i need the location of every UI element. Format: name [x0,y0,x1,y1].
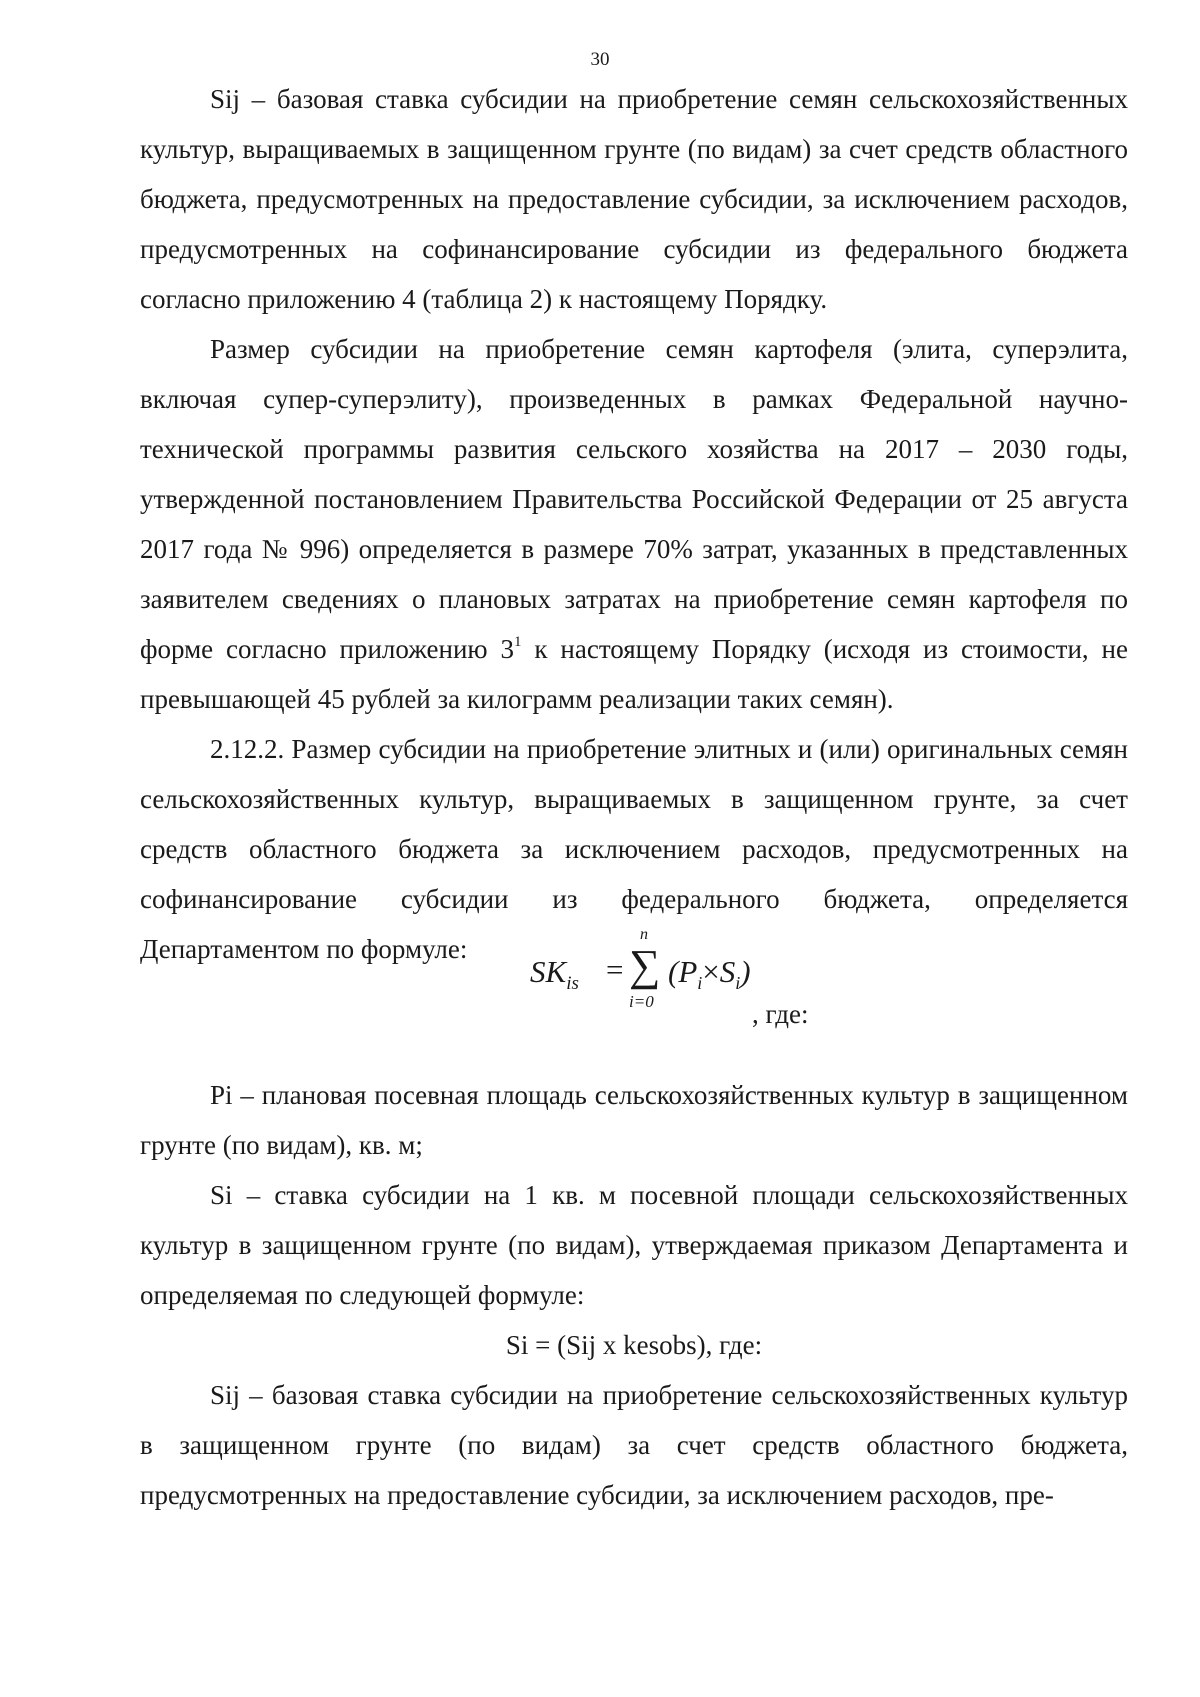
paragraph-pi-definition: Pi – плановая посевная площадь сельскохозяйственных культур в защищенном грунте (по видам), кв. м; [140,1080,1128,1160]
formula-times: × [702,954,720,989]
paragraph-potato-subsidy [140,324,1128,724]
formula-si: Si = (Sij x kesobs), где: [505,1330,763,1360]
appendix-superscript: 1 [513,634,522,650]
paragraph-2-12-2: 2.12.2. Размер субсидии на приобретение элитных и (или) оригинальных семян сельскохозяйственных культур, выращиваемых в защищенном грунте, за счет средств областного бюджета за исключением расходов, предусмотренных на софинансирование субсидии из федерального бюджета, определяется Департаментом по формуле: [140,734,1128,964]
formula-p-sub: i [697,973,703,994]
paragraph-si-definition: Si – ставка субсидии на 1 кв. м посевной площади сельскохозяйственных культур в защищенном грунте (по видам), утверждаемая приказом Департамента и определяемая по следующей формуле: [140,1180,1128,1310]
formula-body [668,954,751,994]
formula-lhs [530,954,579,995]
paragraph-potato-text-end: к настоящему Порядку (исходя из стоимости, не превышающей 45 рублей за килограмм реализации таких семян). [140,634,1128,714]
formula-suffix: , где: [752,999,809,1029]
paragraph-sij-second: Sij – базовая ставка субсидии на приобретение сельскохозяйственных культур в защищенном грунте (по видам) за счет средств областного бюджета, предусмотренных на предоставление субсидии, за исключением расходов, пре- [140,1380,1128,1510]
formula-sum-upper: n [640,926,648,943]
formula-sum-sign: ∑ [629,941,661,990]
formula-open-paren: ( [668,954,679,989]
formula-lhs-base: SK [530,954,567,989]
formula-s-sub: i [735,973,741,994]
text-block-bottom [140,1070,1128,1520]
paragraph-sij-definition: Sij – базовая ставка субсидии на приобретение семян сельскохозяйственных культур, выращиваемых в защищенном грунте (по видам) за счет средств областного бюджета, предусмотренных на предоставление субсидии, за исключением расходов, предусмотренных на софинансирование субсидии из федерального бюджета согласно приложению 4 (таблица 2) к настоящему Порядку. [140,84,1128,314]
formula-p: P [678,954,698,989]
formula-lhs-sub: is [566,973,579,995]
text-block-top [140,74,1128,974]
formula-s: S [719,954,736,989]
page-number: 30 [590,49,610,70]
formula-close-paren: ) [740,954,751,989]
formula-sum-lower: i=0 [629,992,654,1011]
paragraph-potato-text: Размер субсидии на приобретение семян картофеля (элита, суперэлита, включая супер-суперэлиту), произведенных в рамках Федеральной научно-технической программы развития сельского хозяйства на 2017 – 2030 годы, утвержденной постановлением Правительства Российской Федерации от 25 августа 2017 года № 996) определяется в размере 70% затрат, указанных в представленных заявителем сведениях о плановых затратах на приобретение семян картофеля по форме согласно приложению 3 [140,334,1128,664]
formula-equals: = [606,952,624,987]
